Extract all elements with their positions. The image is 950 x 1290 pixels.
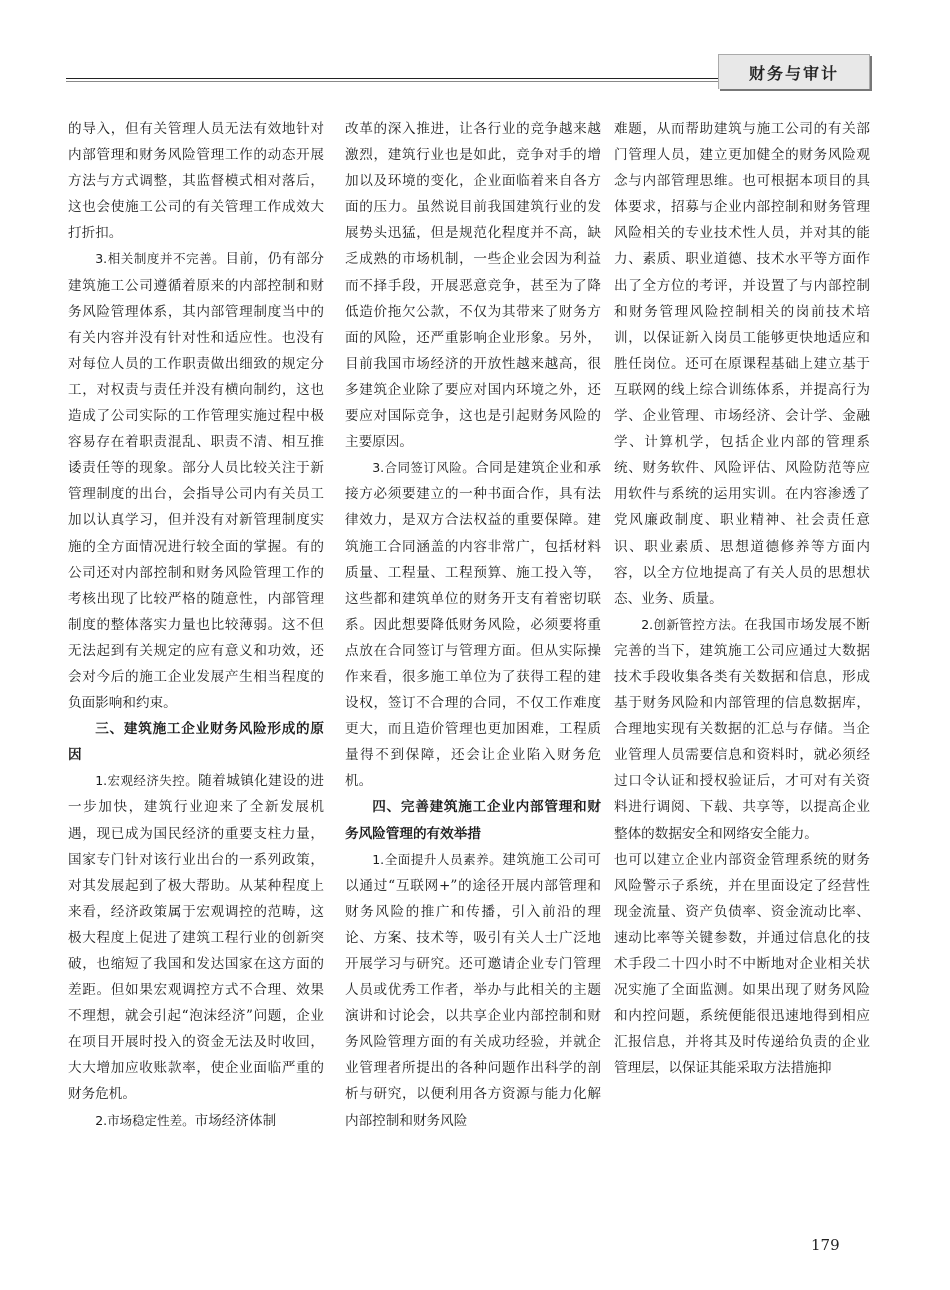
subheading-keyword: 1.全面提升人员素养。 <box>372 851 503 867</box>
paragraph: 3.相关制度并不完善。目前，仍有部分建筑施工公司遵循着原来的内部控制和财务风险管理体系，其内部管理制度当中的有关内容并没有针对性和适应性。也没有对每位人员的工作职责做出细致的规定分工，对权责与责任并没有横向制约，这也造成了公司实际的工作管理实施过程中极容易存在着职责混乱、职责不清、相互推诿责任等的现象。部分人员比较关注于新管理制度的出台，会指导公司内有关员工加以认真学习，但并没有对新管理制度实施的全方面情况进行较全面的掌握。有的公司还对内部控制和财务风险管理工作的考核出现了比较严格的随意性，内部管理制度的整体落实力量也比较薄弱。这不但无法起到有关规定的应有意义和功效，还会对今后的施工企业发展产生相当程度的负面影响和约束。 <box>68 251 324 712</box>
subheading-keyword: 3.相关制度并不完善。 <box>95 251 226 267</box>
section-heading: 三、建筑施工企业财务风险形成的原因 <box>68 721 324 764</box>
paragraph: 的导入，但有关管理人员无法有效地针对内部管理和财务风险管理工作的动态开展方法与方式调整，其监督模式相对落后，这也会使施工公司的有关管理工作成效大打折扣。 <box>68 121 324 242</box>
paragraph: 1.宏观经济失控。随着城镇化建设的进一步加快，建筑行业迎来了全新发展机遇，现已成为国民经济的重要支柱力量，国家专门针对该行业出台的一系列政策，对其发展起到了极大帮助。从某种程度上来看，经济政策属于宏观调控的范畴，这极大程度上促进了建筑工程行业的创新突破，也缩短了我国和发达国家在这方面的差距。但如果宏观调控方式不合理、效果不理想，就会引起“泡沫经济”问题，企业在项目开展时投入的资金无法及时收回，大大增加应收账款率，使企业面临严重的财务危机。 <box>68 773 324 1103</box>
paragraph: 2.市场稳定性差。市场经济体制 <box>95 1112 277 1129</box>
text-column-1 <box>68 116 324 1206</box>
subheading-keyword: 2.市场稳定性差。 <box>95 1112 195 1128</box>
paragraph: 难题，从而帮助建筑与施工公司的有关部门管理人员，建立更加健全的财务风险观念与内部管理思维。也可根据本项目的具体要求，招募与企业内部控制和财务管理风险相关的专业技术性人员，并对其的能力、素质、职业道德、技术水平等方面作出了全方位的考评，并设置了与内部控制和财务管理风险控制相关的岗前技术培训，以保证新入岗员工能够更快地适应和胜任岗位。还可在原课程基础上建立基于互联网的线上综合训练体系，并提高行为学、企业管理、市场经济、会计学、金融学、计算机学，包括企业内部的管理系统、财务软件、风险评估、风险防范等应用软件与系统的运用实训。在内容渗透了党风廉政制度、职业精神、社会责任意识、职业素质、思想道德修养等方面内容，以全方位地提高了有关人员的思想状态、业务、质量。 <box>614 121 870 607</box>
section-heading: 四、完善建筑施工企业内部管理和财务风险管理的有效举措 <box>345 799 601 842</box>
text-column-3 <box>614 116 870 1206</box>
page-number: 179 <box>811 1236 840 1254</box>
subheading-keyword: 3.合同签订风险。 <box>372 460 476 476</box>
paragraph: 1.全面提升人员素养。建筑施工公司可以通过“互联网+”的途径开展内部管理和财务风险的推广和传播，引入前沿的理论、方案、技术等，吸引有关人士广泛地开展学习与研究。还可邀请企业专门管理人员或优秀工作者，举办与此相关的主题演讲和讨论会，以共享企业内部控制和财务风险管理方面的有关成功经验，并就企业管理者所提出的各种问题作出科学的剖析与研究，以便利用各方资源与能力化解内部控制和财务风险 <box>345 851 601 1129</box>
paragraph: 3.合同签订风险。合同是建筑企业和承接方必须要建立的一种书面合作，具有法律效力，是双方合法权益的重要保障。建筑施工合同涵盖的内容非常广，包括材料质量、工程量、工程预算、施工投入等，这些都和建筑单位的财务开支有着密切联系。因此想要降低财务风险，必须要将重点放在合同签订与管理方面。但从实际操作来看，很多施工单位为了获得工程的建设权，签订不合理的合同，不仅工作难度更大，而且造价管理也更加困难，工程质量得不到保障，还会让企业陷入财务危机。 <box>345 460 601 790</box>
subheading-keyword: 2.创新管控方法。 <box>641 616 745 632</box>
paragraph: 2.创新管控方法。在我国市场发展不断完善的当下，建筑施工公司应通过大数据技术手段收集各类有关数据和信息，形成基于财务风险和内部管理的信息数据库，合理地实现有关数据的汇总与存储。当企业管理人员需要信息和资料时，就必须经过口令认证和授权验证后，才可对有关资料进行调阅、下载、共享等，以提高企业整体的数据安全和网络安全能力。 <box>614 616 870 842</box>
subheading-keyword: 1.宏观经济失控。 <box>95 773 199 789</box>
paragraph: 也可以建立企业内部资金管理系统的财务风险警示子系统，并在里面设定了经营性现金流量、资产负债率、资金流动比率、速动比率等关键参数，并通过信息化的技术手段二十四小时不中断地对企业相关状况实施了全面监测。如果出现了财务风险和内控问题，系统便能很迅速地得到相应汇报信息，并将其及时传递给负责的企业管理层，以保证其能采取方法措施抑 <box>614 851 870 1077</box>
section-title-tab <box>718 54 870 89</box>
text-column-2 <box>345 116 601 1206</box>
section-title: 财务与审计 <box>748 63 839 83</box>
paragraph: 改革的深入推进，让各行业的竞争越来越激烈，建筑行业也是如此，竞争对手的增加以及环境的变化，企业面临着来自各方面的压力。虽然说目前我国建筑行业的发展势头迅猛，但是规范化程度并不高，缺乏成熟的市场机制，一些企业会因为利益而不择手段，开展恶意竞争，甚至为了降低造价拖欠公款，不仅为其带来了财务方面的风险，还严重影响企业形象。另外，目前我国市场经济的开放性越来越高，很多建筑企业除了要应对国内环境之外，还要应对国际竞争，这也是引起财务风险的主要原因。 <box>345 121 601 451</box>
